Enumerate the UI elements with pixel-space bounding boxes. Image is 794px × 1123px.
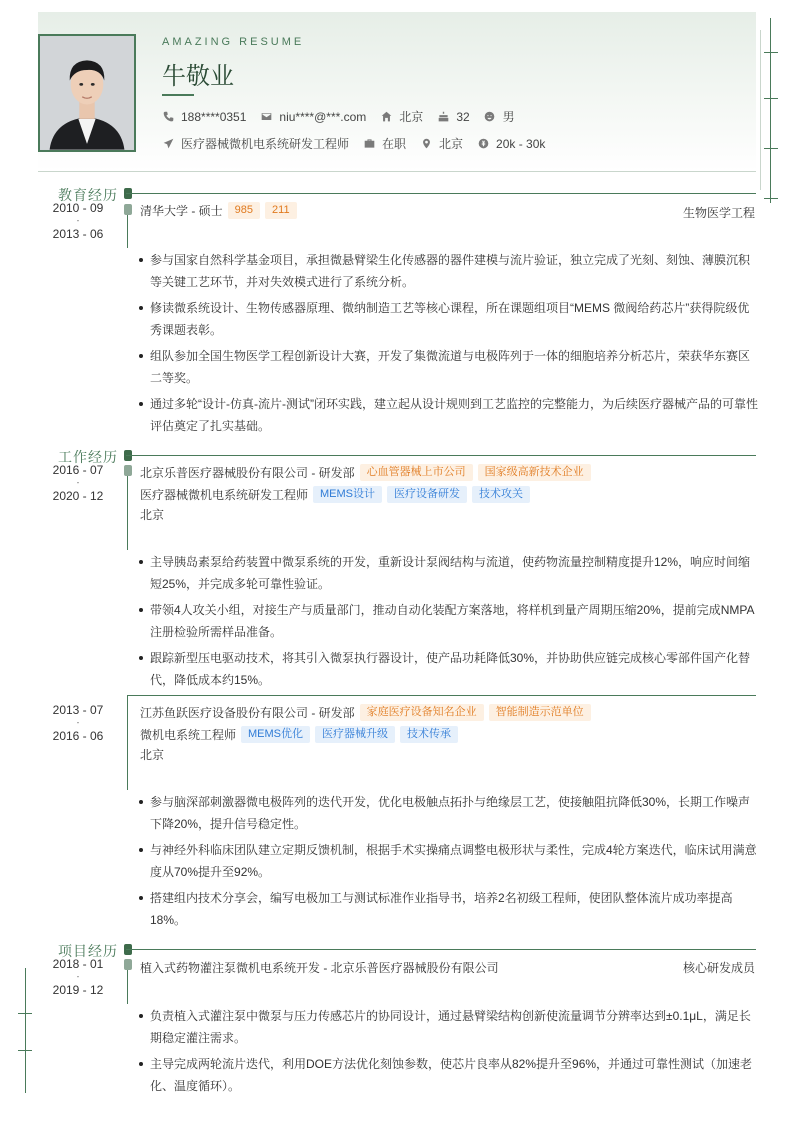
phone-icon — [162, 111, 174, 123]
city-item — [380, 108, 423, 125]
work-2-position-row — [140, 726, 458, 743]
end-date: 2019 - 12 — [52, 983, 104, 997]
decor-line — [764, 98, 778, 99]
education-school-row — [140, 202, 297, 219]
section-divider — [126, 193, 756, 194]
profile-photo — [38, 34, 136, 152]
send-icon — [162, 138, 174, 150]
briefcase-icon — [363, 138, 375, 150]
skill-tag: 技术攻关 — [472, 486, 530, 503]
position-title: 微机电系统工程师 — [140, 728, 237, 742]
list-item: 组队参加全国生物医学工程创新设计大赛，开发了集微流道与电极阵列于一体的细胞培养分析芯片，荣获华东赛区二等奖。 — [138, 345, 758, 389]
work-2-company-row — [140, 704, 591, 721]
gender-text: 男 — [502, 110, 515, 124]
date-dash: - — [76, 972, 80, 981]
company-tag: 国家级高新技术企业 — [478, 464, 591, 481]
education-bullets — [138, 249, 758, 441]
decor-line — [764, 198, 778, 199]
entry-divider — [128, 695, 756, 696]
timeline-line — [127, 476, 128, 550]
date-dash: - — [76, 478, 80, 487]
email-text: niu****@***.com — [279, 109, 367, 124]
education-dates — [38, 201, 118, 241]
decor-line — [770, 18, 771, 203]
start-date: 2018 - 01 — [52, 957, 104, 971]
list-item: 参与脑深部刺激器微电极阵列的迭代开发，优化电极触点拓扑与绝缘层工艺，使接触阻抗降低30%，长期工作噪声下降20%，提升信号稳定性。 — [138, 791, 758, 835]
list-item: 带领4人攻关小组，对接生产与质量部门，推动自动化装配方案落地，将样机到量产周期压缩20%，提前完成NMPA注册检验所需样品准备。 — [138, 599, 758, 643]
section-title-work: 工作经历 — [58, 449, 118, 465]
work-1-location: 北京 — [140, 508, 165, 522]
decor-circle — [0, 110, 40, 170]
timeline-line — [127, 215, 128, 248]
end-date: 2016 - 06 — [52, 729, 104, 743]
date-dash: - — [76, 718, 80, 727]
timeline-node — [124, 959, 132, 970]
phone-item — [162, 110, 246, 124]
decor-line — [764, 148, 778, 149]
section-title-projects: 项目经历 — [58, 943, 118, 959]
timeline-node — [124, 465, 132, 476]
resume-header — [38, 12, 756, 172]
age-text: 32 — [456, 109, 470, 124]
work-1-position-row — [140, 486, 530, 503]
location-pin-icon — [420, 138, 432, 150]
timeline-line — [127, 695, 128, 790]
work-1-company-row — [140, 464, 591, 481]
project-dates — [38, 957, 118, 997]
city-text: 北京 — [399, 110, 424, 124]
end-date: 2013 - 06 — [52, 227, 104, 241]
work-2-location: 北京 — [140, 748, 165, 762]
work-2-bullets — [138, 791, 758, 935]
list-item: 主导完成两轮流片迭代，利用DOE方法优化刻蚀参数，使芯片良率从82%提升至96%，并通过可靠性测试（加速老化、温度循环）。 — [138, 1053, 758, 1097]
list-item: 与神经外科临床团队建立定期反馈机制，根据手术实操痛点调整电极形状与柔性，完成4轮方案迭代，临床试用满意度从70%提升至92%。 — [138, 839, 758, 883]
work-2-dates — [38, 703, 118, 743]
timeline-node — [124, 204, 132, 215]
position-title: 医疗器械微机电系统研发工程师 — [140, 488, 309, 502]
skill-tag: 技术传承 — [400, 726, 458, 743]
decor-line — [764, 52, 778, 53]
list-item: 参与国家自然科学基金项目，承担微悬臂梁生化传感器的器件建模与流片验证，独立完成了光刻、刻蚀、薄膜沉积等关键工艺环节，并对失效模式进行了系统分析。 — [138, 249, 758, 293]
name-underline — [162, 94, 194, 96]
decor-line — [25, 968, 26, 1093]
decor-line — [18, 1050, 32, 1051]
list-item: 搭建组内技术分享会，编写电极加工与测试标准作业指导书，培养2名初级工程师，使团队整体流片成功率提高18%。 — [138, 887, 758, 931]
skill-tag: 医疗设备研发 — [387, 486, 467, 503]
list-item: 负责植入式灌注泵中微泵与压力传感芯片的协同设计，通过悬臂梁结构创新使流量调节分辨率达到±0.1μL，满足长期稳定灌注需求。 — [138, 1005, 758, 1049]
section-divider — [126, 455, 756, 456]
start-date: 2010 - 09 — [52, 201, 104, 215]
resume-brand: AMAZING RESUME — [162, 36, 305, 48]
section-title-education: 教育经历 — [58, 187, 118, 203]
mail-icon — [260, 111, 272, 123]
timeline-line — [127, 970, 128, 1004]
email-item — [260, 110, 366, 124]
list-item: 修读微系统设计、生物传感器原理、微纳制造工艺等核心课程，所在课题组项目“MEMS 微阀给药芯片”获得院级优秀课题表彰。 — [138, 297, 758, 341]
start-date: 2016 - 07 — [52, 463, 104, 477]
candidate-name: 牛敬业 — [162, 62, 234, 90]
job-target-text: 医疗器械微机电系统研发工程师 — [181, 137, 350, 151]
project-title: 植入式药物灌注泵微机电系统开发 - 北京乐普医疗器械股份有限公司 — [140, 961, 499, 975]
home-icon — [380, 111, 392, 123]
list-item: 通过多轮“设计-仿真-流片-测试”闭环实践，建立起从设计规则到工艺监控的完整能力，为后续医疗器械产品的可靠性评估奠定了扎实基础。 — [138, 393, 758, 437]
section-divider — [126, 949, 756, 950]
target-city-item — [420, 135, 463, 152]
education-major: 生物医学工程 — [682, 206, 755, 220]
skill-tag: MEMS优化 — [241, 726, 310, 743]
company-tag: 心血管器械上市公司 — [360, 464, 473, 481]
status-text: 在职 — [382, 137, 407, 151]
job-target-item — [162, 135, 349, 152]
decor-line — [760, 30, 761, 190]
status-item — [363, 135, 406, 152]
school-name: 清华大学 - 硕士 — [140, 204, 223, 218]
company-tag: 智能制造示范单位 — [489, 704, 591, 721]
money-icon — [477, 138, 489, 150]
company-tag: 家庭医疗设备知名企业 — [360, 704, 484, 721]
date-dash: - — [76, 216, 80, 225]
salary-text: 20k - 30k — [496, 136, 546, 151]
start-date: 2013 - 07 — [52, 703, 104, 717]
project-role: 核心研发成员 — [682, 961, 755, 975]
end-date: 2020 - 12 — [52, 489, 104, 503]
cake-icon — [437, 111, 449, 123]
project-bullets — [138, 1005, 758, 1101]
skill-tag: MEMS设计 — [313, 486, 382, 503]
decor-line — [18, 1013, 32, 1014]
school-tag: 985 — [228, 202, 260, 219]
contact-row — [162, 108, 529, 125]
list-item: 跟踪新型压电驱动技术，将其引入微泵执行器设计，使产品功耗降低30%，并协助供应链完成核心零部件国产化替代，降低成本约15%。 — [138, 647, 758, 691]
work-1-bullets — [138, 551, 758, 695]
face-icon — [484, 111, 496, 123]
company-name: 北京乐普医疗器械股份有限公司 - 研发部 — [140, 466, 355, 480]
age-item — [437, 110, 469, 124]
company-name: 江苏鱼跃医疗设备股份有限公司 - 研发部 — [140, 706, 355, 720]
target-city-text: 北京 — [439, 137, 464, 151]
salary-item — [477, 137, 545, 151]
list-item: 主导胰岛素泵给药装置中微泵系统的开发，重新设计泵阀结构与流道，使药物流量控制精度提升12%，响应时间缩短25%，并完成多轮可靠性验证。 — [138, 551, 758, 595]
work-1-dates — [38, 463, 118, 503]
phone-text: 188****0351 — [181, 109, 247, 124]
skill-tag: 医疗器械升级 — [315, 726, 395, 743]
job-row — [162, 135, 559, 152]
school-tag: 211 — [265, 202, 297, 219]
gender-item — [484, 108, 515, 125]
